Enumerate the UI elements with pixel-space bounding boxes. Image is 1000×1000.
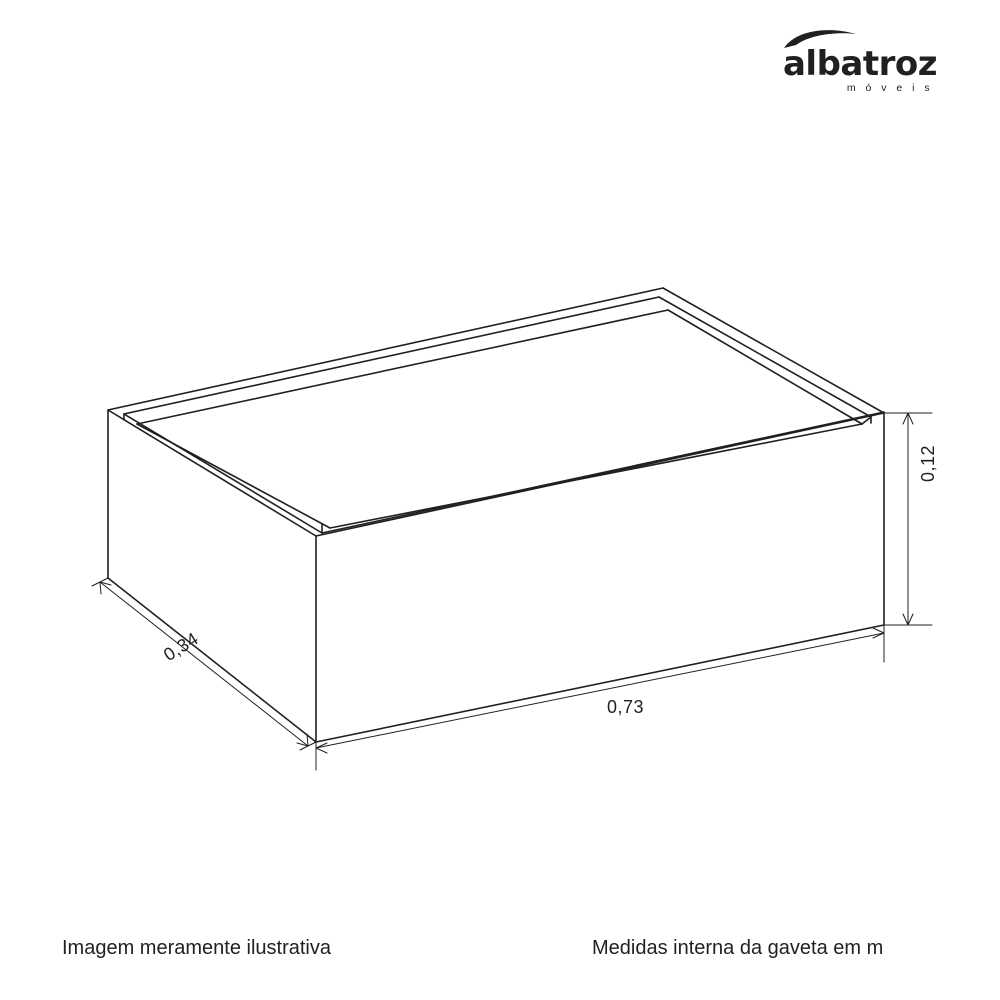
- dim-depth-ext-bottom: [300, 742, 316, 750]
- edge-left-outer-bottom: [108, 578, 316, 742]
- internal-measurements-note: Medidas interna da gaveta em m: [592, 937, 884, 959]
- edge-left-top-front: [108, 410, 316, 536]
- dimension-label-height: 0,12: [918, 444, 938, 482]
- edge-left-top-rear: [108, 288, 663, 410]
- dim-width-line: [316, 633, 884, 748]
- edge-left-wall-inner-top: [124, 414, 322, 533]
- dimension-label-width: 0,73: [607, 697, 645, 717]
- floor-edge-right: [668, 310, 862, 424]
- dim-depth-ext-top: [92, 578, 108, 586]
- floor-edge-left: [137, 424, 330, 528]
- edge-front-top: [316, 413, 884, 536]
- brand-name: albatroz: [782, 44, 938, 84]
- edge-rear-wall-inner-top: [124, 297, 659, 414]
- swoosh-icon: [782, 28, 872, 50]
- dim-height-arrow-top: [903, 413, 913, 424]
- dim-width-arrow-left: [316, 743, 327, 753]
- illustrative-image-note: Imagem meramente ilustrativa: [62, 937, 331, 959]
- edge-back-top: [663, 288, 884, 413]
- dim-depth-arrow-bottom: [297, 734, 308, 746]
- floor-edge-rear: [137, 310, 668, 424]
- dim-depth-line: [100, 582, 308, 746]
- dim-width-arrow-right: [873, 628, 884, 638]
- dim-height-arrow-bottom: [903, 614, 913, 625]
- edge-rear-right-inner-top: [659, 297, 871, 417]
- dimension-label-depth: 0,34: [160, 628, 203, 665]
- brand-logo: [760, 28, 960, 94]
- dim-depth-arrow-top: [100, 582, 111, 594]
- floor-edge-front: [330, 424, 862, 528]
- brand-tagline: m ó v e i s: [846, 82, 934, 94]
- edge-right-inner-vertical: [862, 417, 871, 424]
- edge-front-wall-inner-top: [322, 412, 884, 533]
- edge-front-bottom: [316, 625, 884, 742]
